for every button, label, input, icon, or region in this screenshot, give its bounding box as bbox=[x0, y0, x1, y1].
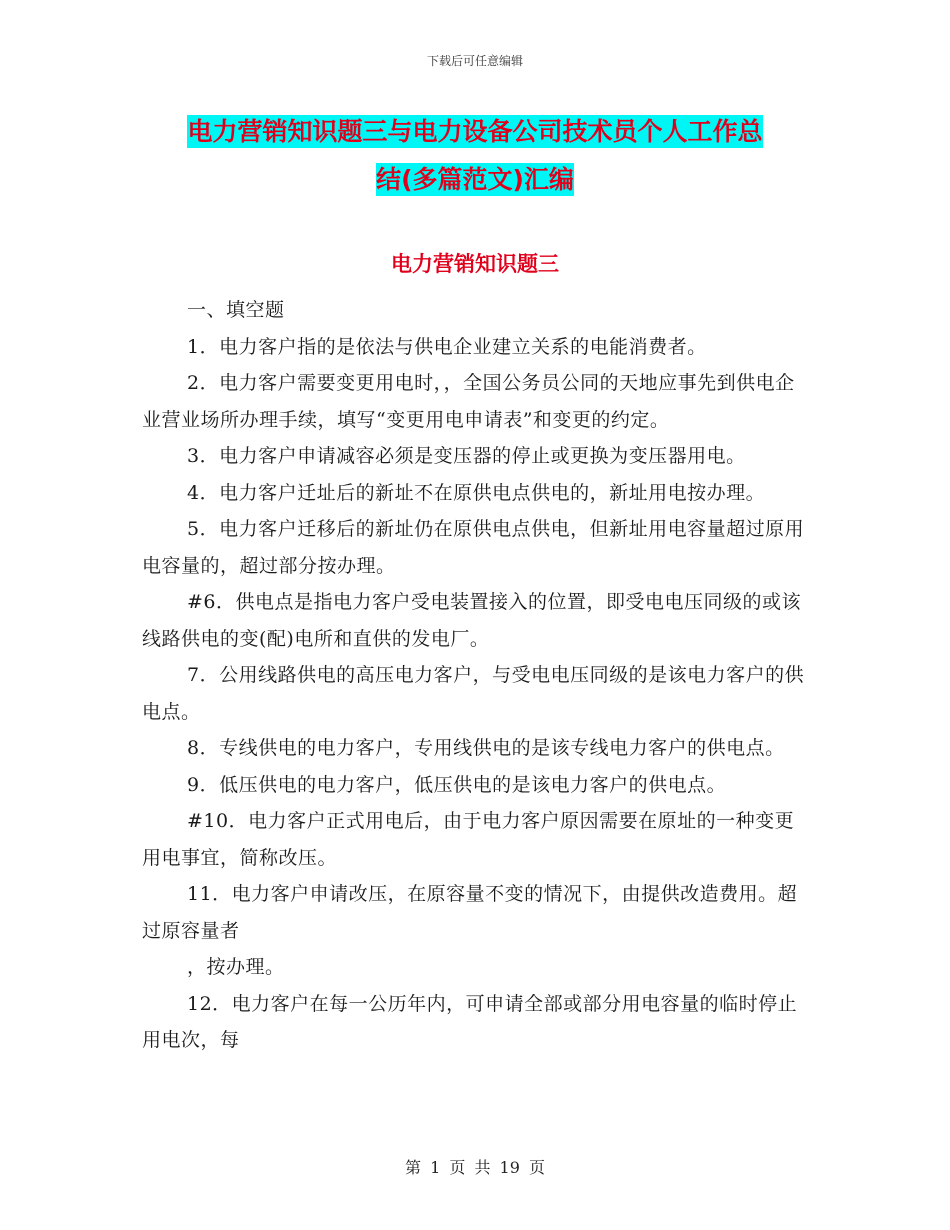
document-body bbox=[142, 292, 812, 1059]
question-4: 4．电力客户迁址后的新址不在原供电点供电的，新址用电按办理。 bbox=[187, 481, 766, 504]
page-number-footer: 第 1 页 共 19 页 bbox=[405, 1158, 545, 1177]
question-11-continued: ，按办理。 bbox=[187, 956, 285, 978]
question-5: 5．电力客户迁移后的新址仍在原供电点供电，但新址用电容量超过原用电容量的，超过部分按办理。 bbox=[142, 518, 805, 577]
question-12: 12．电力客户在每一公历年内，可申请全部或部分用电容量的临时停止用电次，每 bbox=[142, 992, 798, 1051]
section-heading-fill-blank: 一、填空题 bbox=[187, 299, 285, 321]
question-8: 8．专线供电的电力客户，专用线供电的是该专线电力客户的供电点。 bbox=[187, 737, 785, 759]
header-note: 下载后可任意编辑 bbox=[426, 54, 523, 68]
section-title: 电力营销知识题三 bbox=[391, 252, 559, 276]
question-10: #10．电力客户正式用电后，由于电力客户原因需要在原址的一种变更用电事宜，简称改压。 bbox=[142, 810, 795, 869]
document-title-line-1: 电力营销知识题三与电力设备公司技术员个人工作总 bbox=[187, 117, 763, 146]
question-7: 7．公用线路供电的高压电力客户，与受电电压同级的是该电力客户的供电点。 bbox=[142, 664, 805, 723]
question-3: 3．电力客户申请减容必须是变压器的停止或更换为变压器用电。 bbox=[187, 445, 746, 467]
question-1: 1．电力客户指的是依法与供电企业建立关系的电能消费者。 bbox=[187, 335, 707, 358]
question-11: 11．电力客户申请改压，在原容量不变的情况下，由提供改造费用。超过原容量者 bbox=[142, 883, 798, 942]
document-title-line-2: 结(多篇范文)汇编 bbox=[376, 165, 574, 194]
question-6: #6．供电点是指电力客户受电装置接入的位置，即受电电压同级的或该线路供电的变(配)电所和直供的发电厂。 bbox=[142, 591, 802, 650]
document-title bbox=[0, 108, 950, 204]
question-9: 9．低压供电的电力客户，低压供电的是该电力客户的供电点。 bbox=[187, 773, 727, 796]
question-2: 2．电力客户需要变更用电时，，全国公务员公同的天地应事先到供电企业营业场所办理手续，填写“变更用电申请表”和变更的约定。 bbox=[142, 372, 795, 431]
